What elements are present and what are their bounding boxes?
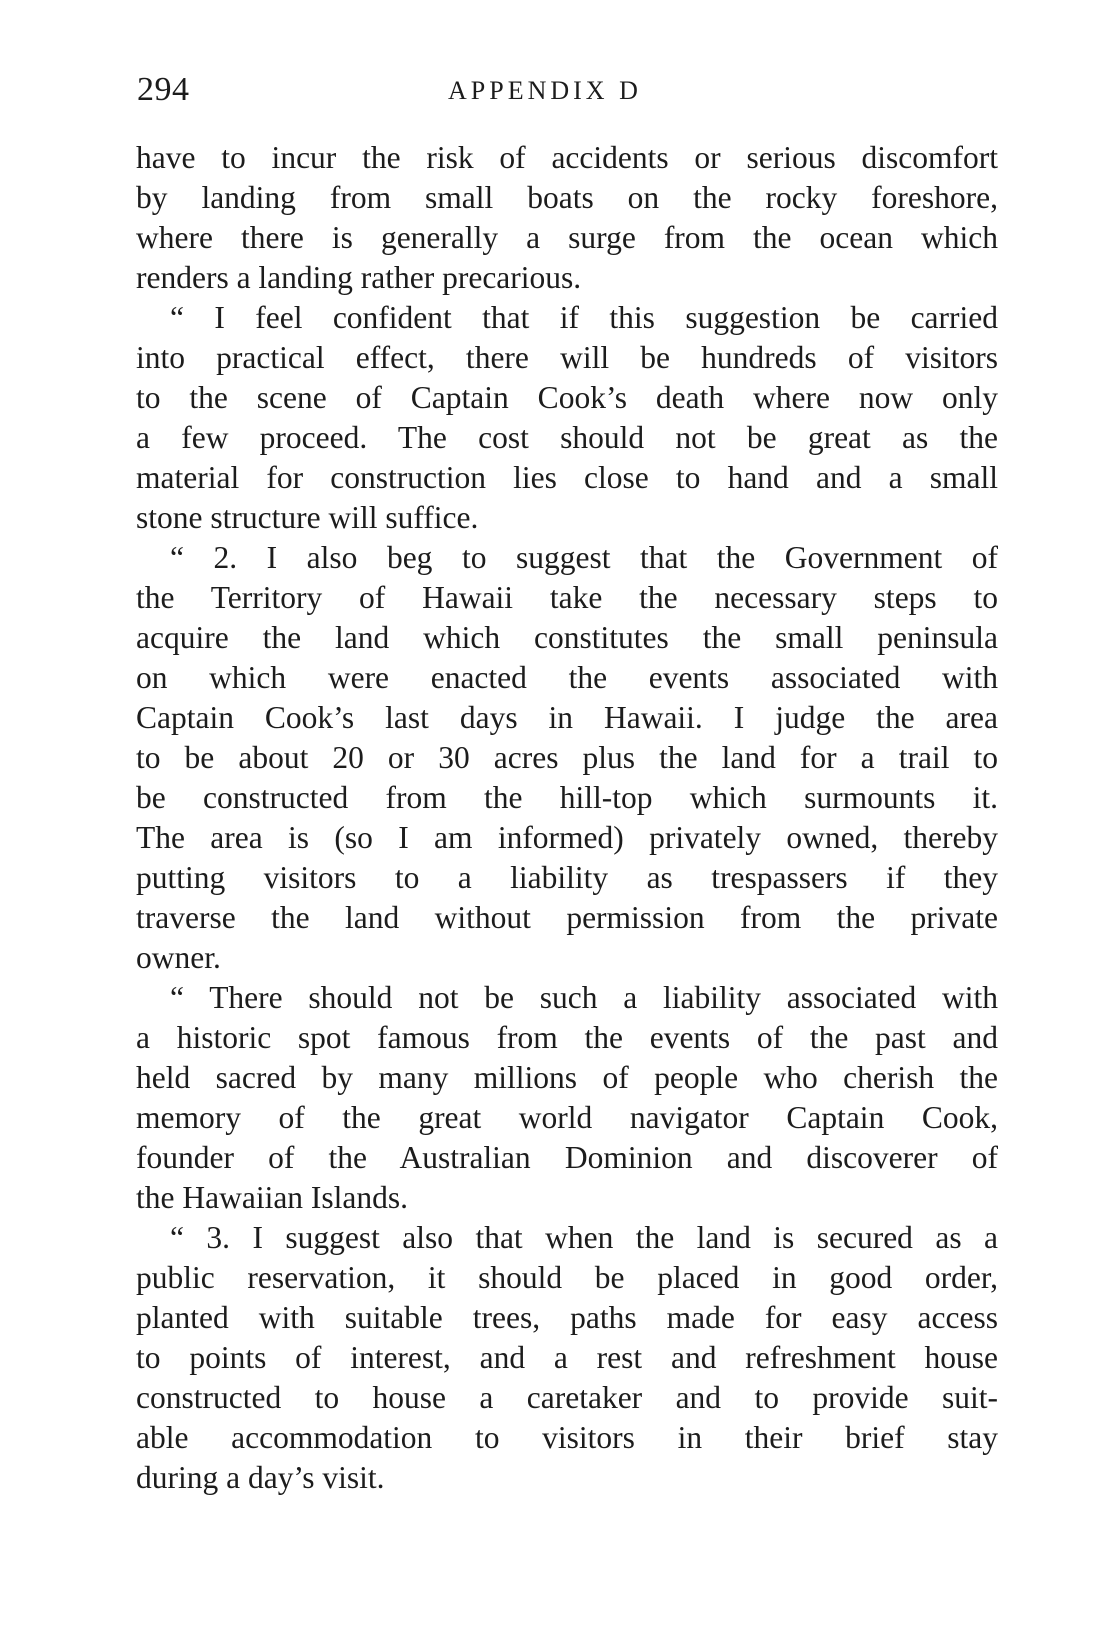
text-line: renders a landing rather precarious.	[136, 260, 582, 295]
text-line: have to incur the risk of accidents or serious discomfort	[136, 140, 998, 175]
running-title: APPENDIX D	[448, 76, 642, 105]
text-line: the Hawaiian Islands.	[136, 1180, 409, 1215]
text-line: the Territory of Hawaii take the necessary steps to	[136, 580, 998, 615]
text-line: into practical effect, there will be hundreds of visitors	[136, 340, 998, 375]
text-line: where there is generally a surge from the ocean which	[136, 220, 998, 255]
text-line: able accommodation to visitors in their brief stay	[136, 1420, 998, 1455]
text-line: The area is (so I am informed) privately owned, thereby	[136, 820, 998, 855]
text-line: acquire the land which constitutes the small peninsula	[136, 620, 998, 655]
text-line: to be about 20 or 30 acres plus the land for a trail to	[136, 740, 998, 775]
text-line: to points of interest, and a rest and refreshment house	[136, 1340, 998, 1375]
text-line: to the scene of Captain Cook’s death where now only	[136, 380, 998, 415]
text-line: founder of the Australian Dominion and discoverer of	[136, 1140, 998, 1175]
text-line: a few proceed. The cost should not be great as the	[136, 420, 998, 455]
text-line: “ I feel confident that if this suggestion be carried	[170, 300, 998, 335]
text-line: traverse the land without permission from the private	[136, 900, 998, 935]
page-number: 294	[137, 71, 190, 108]
text-line: planted with suitable trees, paths made for easy access	[136, 1300, 998, 1335]
text-line: “ 3. I suggest also that when the land is secured as a	[170, 1220, 998, 1255]
text-line: stone structure will suffice.	[136, 500, 479, 535]
text-line: on which were enacted the events associated with	[136, 660, 998, 695]
text-line: be constructed from the hill-top which surmounts it.	[136, 780, 998, 815]
text-line: “ 2. I also beg to suggest that the Government of	[170, 540, 998, 575]
text-line: during a day’s visit.	[136, 1460, 385, 1495]
text-line: Captain Cook’s last days in Hawaii. I judge the area	[136, 700, 998, 735]
text-line: putting visitors to a liability as trespassers if they	[136, 860, 998, 895]
text-line: a historic spot famous from the events of the past and	[136, 1020, 998, 1055]
text-line: “ There should not be such a liability associated with	[170, 980, 998, 1015]
text-line: memory of the great world navigator Captain Cook,	[136, 1100, 998, 1135]
text-line: held sacred by many millions of people who cherish the	[136, 1060, 998, 1095]
text-line: material for construction lies close to hand and a small	[136, 460, 998, 495]
text-line: public reservation, it should be placed in good order,	[136, 1260, 998, 1295]
text-line: by landing from small boats on the rocky foreshore,	[136, 180, 998, 215]
text-line: owner.	[136, 940, 221, 975]
text-line: constructed to house a caretaker and to provide suit-	[136, 1380, 998, 1415]
body-text	[136, 138, 998, 1498]
